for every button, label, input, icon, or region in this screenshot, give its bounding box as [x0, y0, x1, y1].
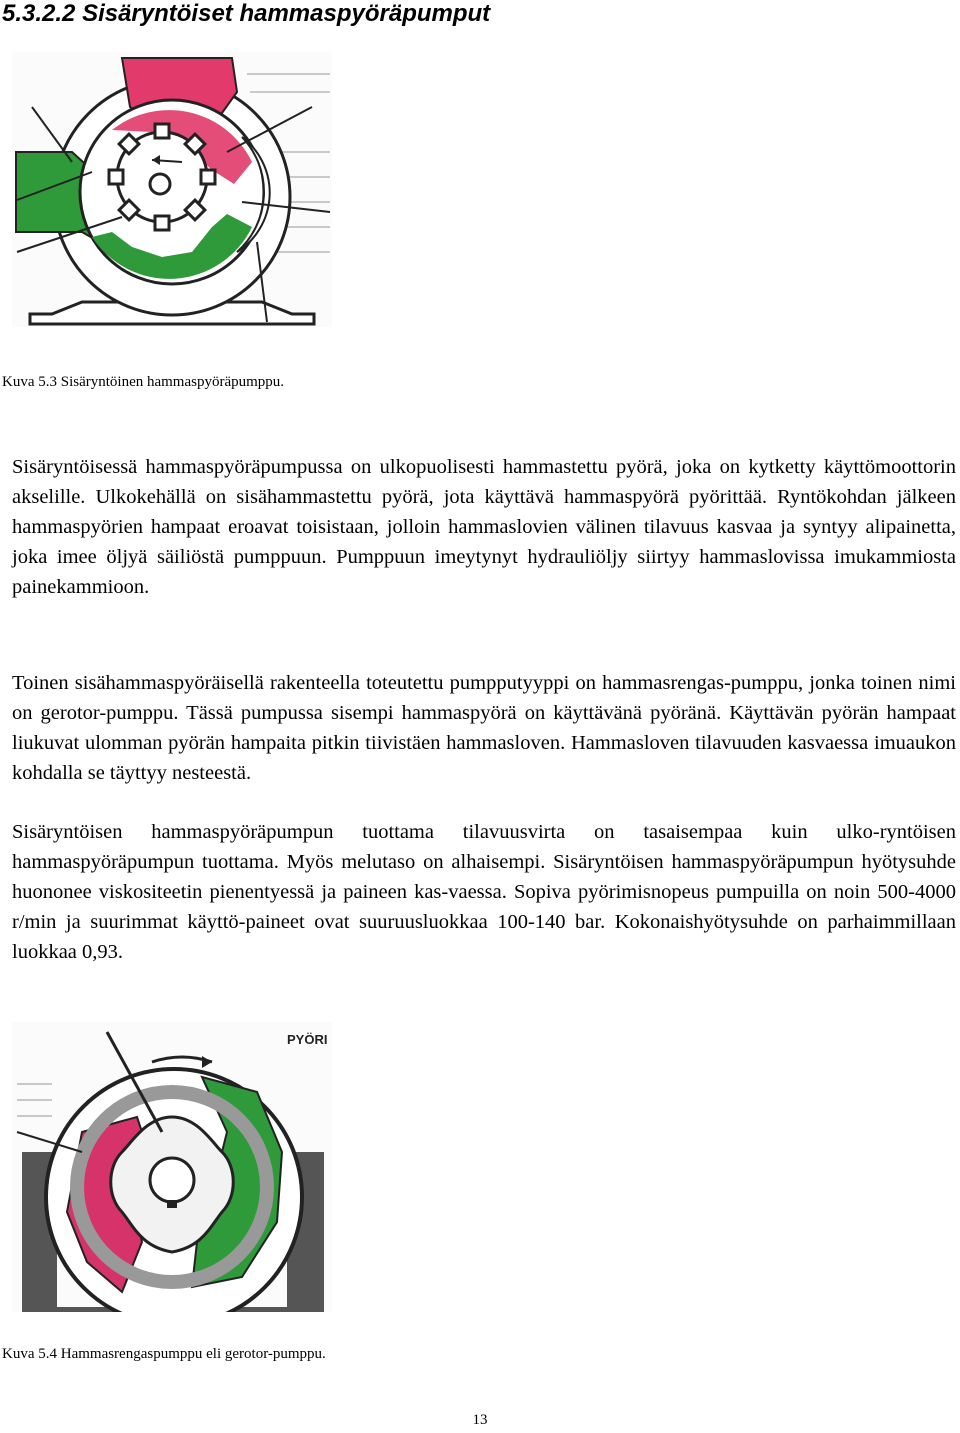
internal-gear-pump-figure [12, 52, 332, 327]
figure-corner-label: PYÖRI [287, 1032, 328, 1047]
body-paragraph: Sisäryntöisessä hammaspyöräpumpussa on ulkopuolisesti hammastettu pyörä, joka on kytketty käyttömoottorin akselille. Ulkokehällä on sisähammastettu pyörä, jota käyttävä hammaspyörä pyörittää. Ryntökohdan jälkeen hammaspyörien hampaat eroavat toisistaan, jolloin hammaslovien välinen tilavuus kasvaa ja syntyy alipainetta, joka imee öljyä säiliöstä pumppuun. Pumppuun imeytynyt hydrauliöljy siirtyy hammaslovissa imukammiosta painekammioon. [12, 456, 956, 598]
shaft-icon [150, 174, 170, 194]
gerotor-pump-figure [12, 1022, 332, 1312]
figure-caption: Kuva 5.3 Sisäryntöinen hammaspyöräpumppu. [2, 374, 285, 390]
section-heading: 5.3.2.2 Sisäryntöiset hammaspyöräpumput [2, 0, 491, 27]
body-paragraph: Sisäryntöisen hammaspyöräpumpun tuottama tilavuusvirta on tasaisempaa kuin ulko-ryntöisen hammaspyöräpumpun tuottama. Myös melutaso on alhaisempi. Sisäryntöisen hammaspyöräpumpun hyötysuhde huononee viskositeetin pienentyessä ja paineen kas-vaessa. Sopiva pyörimisnopeus pumpuilla on noin 500-4000 r/min ja suurimmat käyttö-paineet ovat suuruusluokkaa 100-140 bar. Kokonaishyötysuhde on parhaimmillaan luokkaa 0,93. [12, 821, 956, 963]
body-paragraph: Toinen sisähammaspyöräisellä rakenteella toteutettu pumpputyyppi on hammasrengas-pumppu, jonka toinen nimi on gerotor-pumppu. Tässä pumpussa sisempi hammaspyörä on käyttävänä pyöränä. Käyttävän pyörän hampaat liukuvat ulomman pyörän hampaita pitkin tiivistäen hammasloven. Hammasloven tilavuuden kasvaessa imuaukon kohdalla se täyttyy nesteestä. [12, 672, 956, 784]
page-number: 13 [472, 1412, 488, 1428]
shaft-key-icon [167, 1200, 177, 1208]
shaft-icon [150, 1158, 194, 1202]
figure-caption: Kuva 5.4 Hammasrengaspumppu eli gerotor-pumppu. [2, 1346, 326, 1362]
